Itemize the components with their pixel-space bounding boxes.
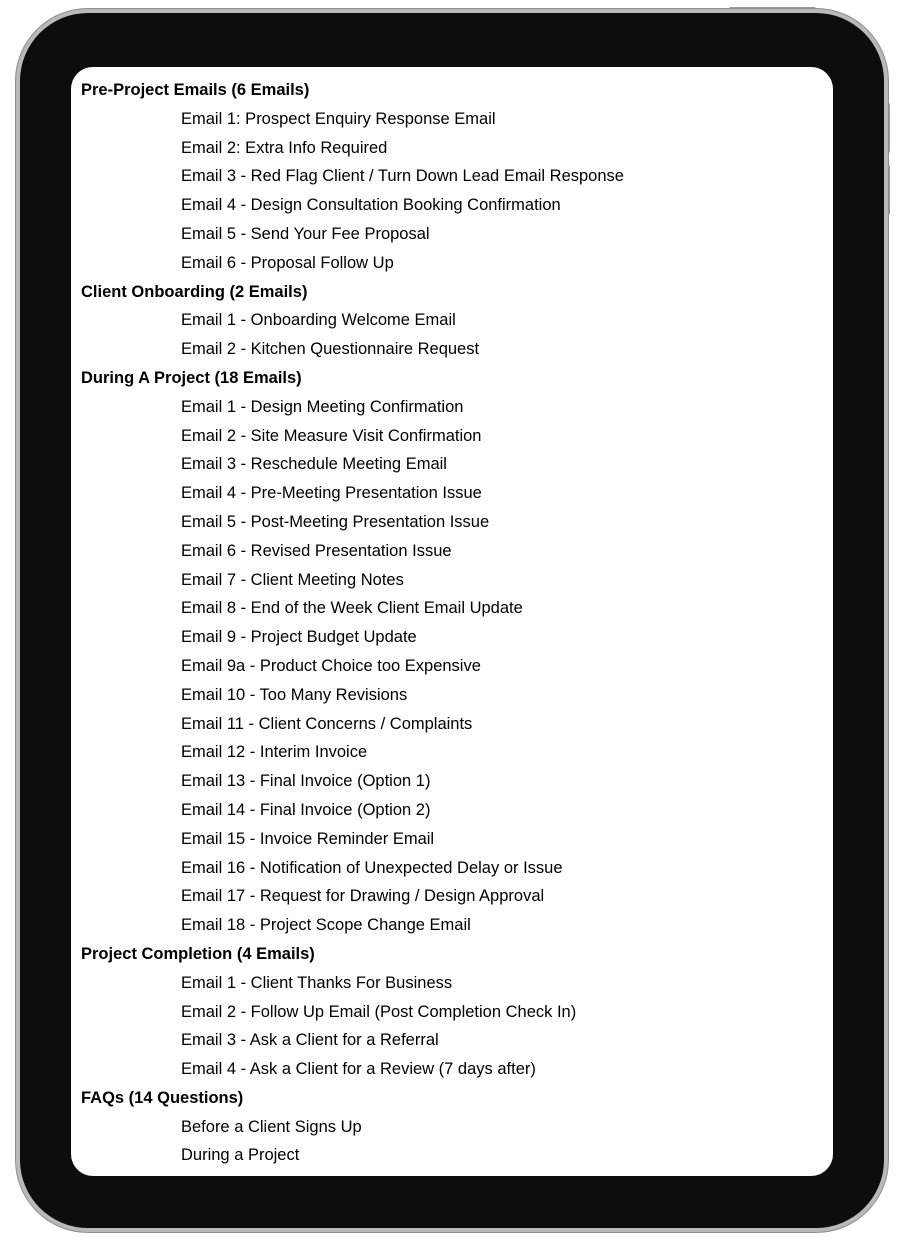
toc-item: Email 2 - Follow Up Email (Post Completion Check In) [181,1002,577,1021]
toc-item: Email 1 - Onboarding Welcome Email [181,311,456,330]
toc-item: Email 1: Prospect Enquiry Response Email [181,109,496,128]
toc-item: Email 4 - Design Consultation Booking Confirmation [181,196,561,215]
toc-item: Email 2 - Kitchen Questionnaire Request [181,340,480,359]
section-title: During A Project (18 Emails) [81,368,302,387]
section-items [81,1113,823,1171]
toc-item: Before a Client Signs Up [181,1117,362,1136]
toc-section [81,278,823,364]
toc-section [81,76,823,278]
volume-up-button [885,103,890,153]
toc-item: Email 5 - Send Your Fee Proposal [181,224,430,243]
toc-item: Email 1 - Design Meeting Confirmation [181,397,464,416]
volume-down-button [885,165,890,215]
toc-item: Email 6 - Proposal Follow Up [181,253,394,272]
toc-item: Email 3 - Red Flag Client / Turn Down Lead Email Response [181,167,624,186]
toc-item: Email 2: Extra Info Required [181,138,388,157]
toc-item: Email 10 - Too Many Revisions [181,685,408,704]
toc-item: Email 9a - Product Choice too Expensive [181,656,481,675]
table-of-contents [81,76,823,1170]
toc-item: Email 3 - Ask a Client for a Referral [181,1031,439,1050]
section-items [81,306,823,364]
toc-item: Email 13 - Final Invoice (Option 1) [181,772,431,791]
toc-item: Email 2 - Site Measure Visit Confirmation [181,426,482,445]
toc-item: Email 16 - Notification of Unexpected Delay or Issue [181,858,563,877]
section-title: Pre-Project Emails (6 Emails) [81,81,310,99]
toc-section [81,940,823,1084]
tablet-screen [71,67,833,1176]
toc-item: Email 14 - Final Invoice (Option 2) [181,800,431,819]
toc-item: Email 8 - End of the Week Client Email Update [181,599,523,618]
toc-item: Email 7 - Client Meeting Notes [181,570,404,589]
toc-item: Email 3 - Reschedule Meeting Email [181,455,447,474]
toc-item: Email 18 - Project Scope Change Email [181,916,471,935]
toc-item: Email 1 - Client Thanks For Business [181,973,453,992]
toc-item: Email 4 - Pre-Meeting Presentation Issue [181,484,482,503]
toc-section [81,1084,823,1170]
toc-item: Email 12 - Interim Invoice [181,743,368,762]
toc-item: Email 6 - Revised Presentation Issue [181,541,452,560]
toc-section [81,364,823,940]
section-title: Project Completion (4 Emails) [81,944,315,963]
section-items [81,393,823,940]
toc-item: Email 9 - Project Budget Update [181,628,417,647]
section-items [81,105,823,278]
top-button [729,7,816,12]
toc-item: Email 17 - Request for Drawing / Design Approval [181,887,545,906]
section-title: Client Onboarding (2 Emails) [81,282,308,301]
toc-item: During a Project [181,1146,300,1165]
toc-item: Email 15 - Invoice Reminder Email [181,829,435,848]
section-title: FAQs (14 Questions) [81,1088,244,1107]
toc-item: Email 11 - Client Concerns / Complaints [181,714,473,733]
toc-item: Email 5 - Post-Meeting Presentation Issue [181,512,490,531]
toc-item: Email 4 - Ask a Client for a Review (7 days after) [181,1060,536,1079]
section-items [81,969,823,1084]
